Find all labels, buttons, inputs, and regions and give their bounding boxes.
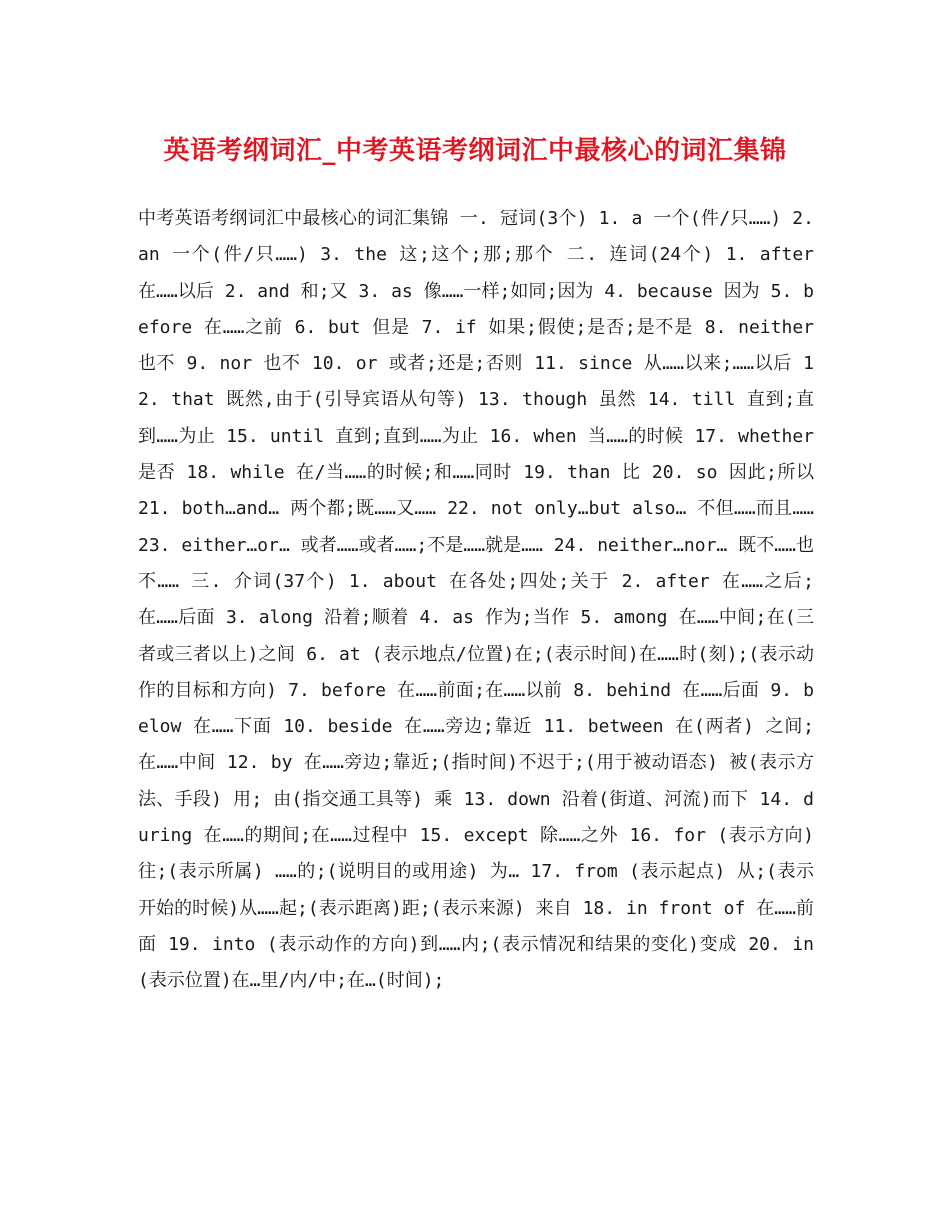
document-title: 英语考纲词汇_中考英语考纲词汇中最核心的词汇集锦 <box>163 136 787 166</box>
document-body <box>138 201 814 1000</box>
body-paragraph: 中考英语考纲词汇中最核心的词汇集锦 一. 冠词(3个) 1. a 一个(件/只……) 2. an 一个(件/只……) 3. the 这;这个;那;那个 二. 连词(24个) 1. after 在……以后 2. and 和;又 3. as 像……一样;如同;因为 4. because 因为 5. before 在……之前 6. but 但是 7. if 如果;假使;是否;是不是 8. neither 也不 9. nor 也不 10. or 或者;还是;否则 11. since 从……以来;……以后 12. that 既然,由于(引导宾语从句等) 13. though 虽然 14. till 直到;直到……为止 15. until 直到;直到……为止 16. when 当……的时候 17. whether 是否 18. while 在/当……的时候;和……同时 19. than 比 20. so 因此;所以 21. both…and… 两个都;既……又…… 22. not only…but also… 不但……而且…… 23. either…or… 或者……或者……;不是……就是…… 24. neither…nor… 既不……也不…… 三. 介词(37个) 1. about 在各处;四处;关于 2. after 在……之后;在……后面 3. along 沿着;顺着 4. as 作为;当作 5. among 在……中间;在(三者或三者以上)之间 6. at (表示地点/位置)在;(表示时间)在……时(刻);(表示动作的目标和方向) 7. before 在……前面;在……以前 8. behind 在……后面 9. below 在……下面 10. beside 在……旁边;靠近 11. between 在(两者) 之间;在……中间 12. by 在……旁边;靠近;(指时间)不迟于;(用于被动语态) 被(表示方法、手段) 用; 由(指交通工具等) 乘 13. down 沿着(街道、河流)而下 14. during 在……的期间;在……过程中 15. except 除……之外 16. for (表示方向)往;(表示所属) ……的;(说明目的或用途) 为… 17. from (表示起点) 从;(表示开始的时候)从……起;(表示距离)距;(表示来源) 来自 18. in front of 在……前面 19. into (表示动作的方向)到……内;(表示情况和结果的变化)变成 20. in (表示位置)在…里/内/中;在…(时间); <box>138 208 814 992</box>
